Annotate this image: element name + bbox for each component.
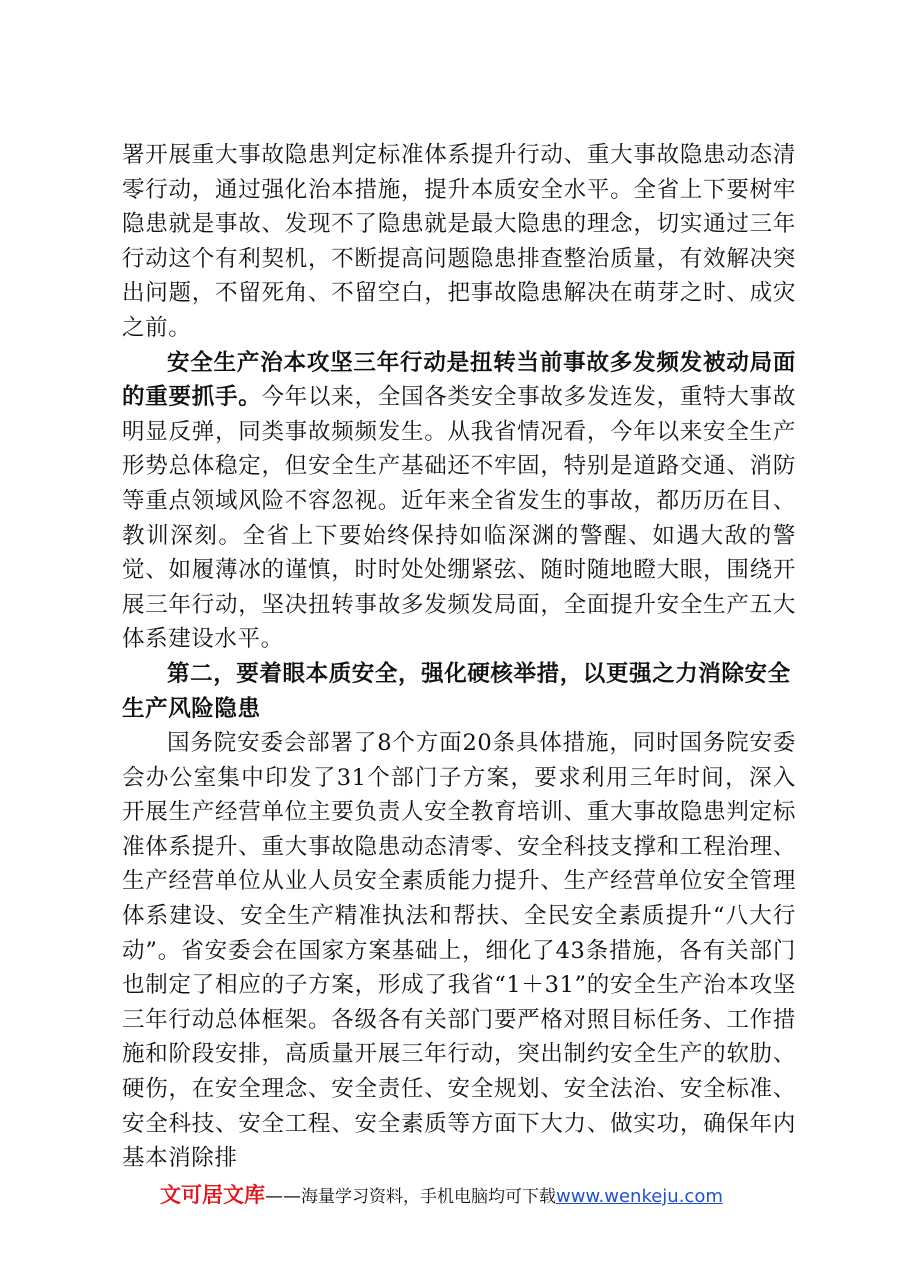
footer-slogan: 海量学习资料，手机电脑均可下载	[301, 1187, 556, 1207]
footer-dash: ——	[265, 1186, 301, 1207]
footer-banner	[160, 1180, 800, 1212]
paragraph-continuation: 署开展重大事故隐患判定标准体系提升行动、重大事故隐患动态清零行动，通过强化治本措施，提升本质安全水平。全省上下要树牢隐患就是事故、发现不了隐患就是最大隐患的理念，切实通过三年行动这个有利契机，不断提高问题隐患排查整治质量，有效解决突出问题，不留死角、不留空白，把事故隐患解决在萌芽之时、成灾之前。	[122, 142, 796, 341]
section-heading: 第二，要着眼本质安全，强化硬核举措，以更强之力消除安全生产风险隐患	[122, 660, 791, 722]
paragraph-body: 今年以来，全国各类安全事故多发连发，重特大事故明显反弹，同类事故频频发生。从我省情况看，今年以来安全生产形势总体稳定，但安全生产基础还不牢固，特别是道路交通、消防等重点领域风险不容忽视。近年来全省发生的事故，都历历在目、教训深刻。全省上下要始终保持如临深渊的警醒、如遇大敌的警觉、如履薄冰的谨慎，时时处处绷紧弦、随时随地瞪大眼，围绕开展三年行动，坚决扭转事故多发频发局面，全面提升安全生产五大体系建设水平。	[122, 384, 796, 653]
paragraph-measures: 国务院安委会部署了8个方面20条具体措施，同时国务院安委会办公室集中印发了31个部门子方案，要求利用三年时间，深入开展生产经营单位主要负责人安全教育培训、重大事故隐患判定标准体系提升、重大事故隐患动态清零、安全科技支撑和工程治理、生产经营单位从业人员安全素质能力提升、生产经营单位安全管理体系建设、安全生产精准执法和帮扶、全民安全素质提升“八大行动”。省安委会在国家方案基础上，细化了43条措施，各有关部门也制定了相应的子方案，形成了我省“1＋31”的安全生产治本攻坚三年行动总体框架。各级各有关部门要严格对照目标任务、工作措施和阶段安排，高质量开展三年行动，突出制约安全生产的软肋、硬伤，在安全理念、安全责任、安全规划、安全法治、安全标准、安全科技、安全工程、安全素质等方面下大力、做实功，确保年内基本消除排	[122, 730, 796, 1172]
paragraph-key-point	[122, 346, 796, 657]
document-body	[122, 138, 796, 1176]
paragraph-bold-lead: 安全生产治本攻坚三年行动是扭转当前事故多发频发被动局面的重要抓手。	[122, 349, 796, 411]
footer-brand: 文可居文库	[160, 1183, 265, 1207]
footer-url-link[interactable]: www.wenkeju.com	[556, 1186, 723, 1207]
